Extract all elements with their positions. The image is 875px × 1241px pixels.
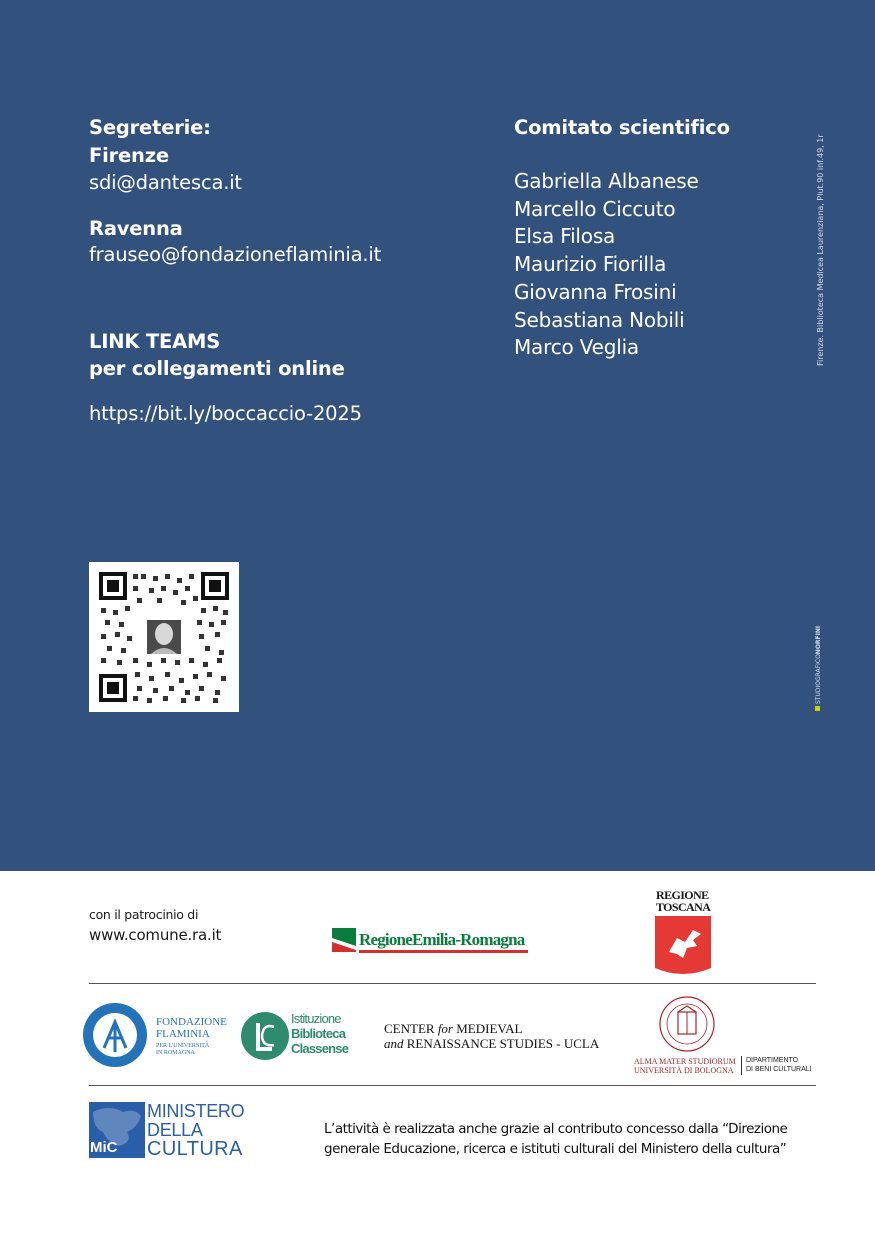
mic-line1: MINISTERO <box>147 1101 245 1121</box>
committee-member: Maurizio Fiorilla <box>514 252 667 277</box>
ministero-cultura-logo <box>89 1101 264 1159</box>
fondazione-flaminia-logo <box>82 1002 227 1070</box>
unibo-separator <box>741 1056 742 1075</box>
pegasus-shield-icon <box>655 916 711 978</box>
mic-line3: CULTURA <box>147 1138 243 1160</box>
teams-link-url[interactable]: https://bit.ly/boccaccio-2025 <box>89 402 362 425</box>
patronage-url[interactable]: www.comune.ra.it <box>89 926 222 944</box>
unibo-dept1: DIPARTIMENTO <box>746 1057 799 1064</box>
committee-member: Elsa Filosa <box>514 224 616 249</box>
committee-member: Giovanna Frosini <box>514 279 677 304</box>
qr-code[interactable] <box>89 562 239 712</box>
flaminia-sub2: IN ROMAGNA <box>156 1050 195 1056</box>
emilia-romagna-name: RegioneEmilia-Romagna <box>359 930 525 949</box>
mic-abbr: MiC <box>90 1139 118 1156</box>
ravenna-email[interactable]: frauseo@fondazioneflaminia.it <box>89 243 382 266</box>
unibo-line2: UNIVERSITÀ DI BOLOGNA <box>634 1066 734 1075</box>
funding-note-line2: generale Educazione, ricerca e istituti culturali del Ministero della cultura” <box>324 1141 787 1157</box>
ucla-line1: CENTER for MEDIEVAL <box>384 1021 523 1036</box>
committee-member: Marco Veglia <box>514 335 639 360</box>
flaminia-seal-icon <box>82 1002 148 1068</box>
flaminia-name2: FLAMINIA <box>156 1028 210 1040</box>
flaminia-name1: FONDAZIONE <box>156 1016 227 1028</box>
divider <box>89 983 816 984</box>
classense-emblem-icon <box>240 1011 290 1061</box>
ravenna-label: Ravenna <box>89 217 183 240</box>
regione-toscana-logo <box>654 888 712 978</box>
funding-note-line1: L’attività è realizzata anche grazie al contributo concesso dalla “Direzione <box>324 1121 788 1137</box>
committee-member: Marcello Ciccuto <box>514 196 676 221</box>
emilia-romagna-underline <box>359 950 528 953</box>
mic-line2: DELLA <box>147 1120 203 1140</box>
emilia-romagna-logo <box>332 926 532 956</box>
toscana-line1: REGIONE <box>656 888 709 902</box>
classense-line3: Classense <box>291 1041 349 1056</box>
committee-member: Sebastiana Nobili <box>514 307 685 332</box>
committee-list <box>514 168 699 362</box>
flaminia-sub1: PER L'UNIVERSITÀ <box>156 1043 210 1049</box>
divider <box>89 1085 816 1086</box>
committee-title: Comitato scientifico <box>514 116 730 139</box>
classense-line2: Biblioteca <box>291 1026 346 1041</box>
image-credit: Firenze. Biblioteca Medicea Laurenziana, Plut.90 inf.49, 1r <box>816 134 825 366</box>
patronage-label: con il patrocinio di <box>89 907 199 922</box>
segreterie-label: Segreterie: <box>89 116 211 139</box>
studio-credit: STUDIOGRAFICONORFINI <box>815 626 822 711</box>
ucla-line2: and RENAISSANCE STUDIES - UCLA <box>384 1036 600 1051</box>
unibo-logo <box>634 996 824 1076</box>
committee-member: Gabriella Albanese <box>514 169 699 193</box>
link-teams-subtitle: per collegamenti online <box>89 357 345 380</box>
unibo-dept2: DI BENI CULTURALI <box>746 1066 812 1073</box>
unibo-seal-icon <box>659 996 715 1052</box>
link-teams-title: LINK TEAMS <box>89 330 221 353</box>
firenze-label: Firenze <box>89 144 169 167</box>
classense-line1: Istituzione <box>291 1011 341 1026</box>
biblioteca-classense-logo <box>240 1011 362 1063</box>
footer <box>0 871 875 1241</box>
toscana-line2: TOSCANA <box>656 900 711 914</box>
emilia-romagna-flag-icon <box>332 928 356 952</box>
unibo-line1: ALMA MATER STUDIORUM <box>634 1057 736 1066</box>
firenze-email[interactable]: sdi@dantesca.it <box>89 171 242 194</box>
ucla-center-logo <box>384 1021 614 1053</box>
